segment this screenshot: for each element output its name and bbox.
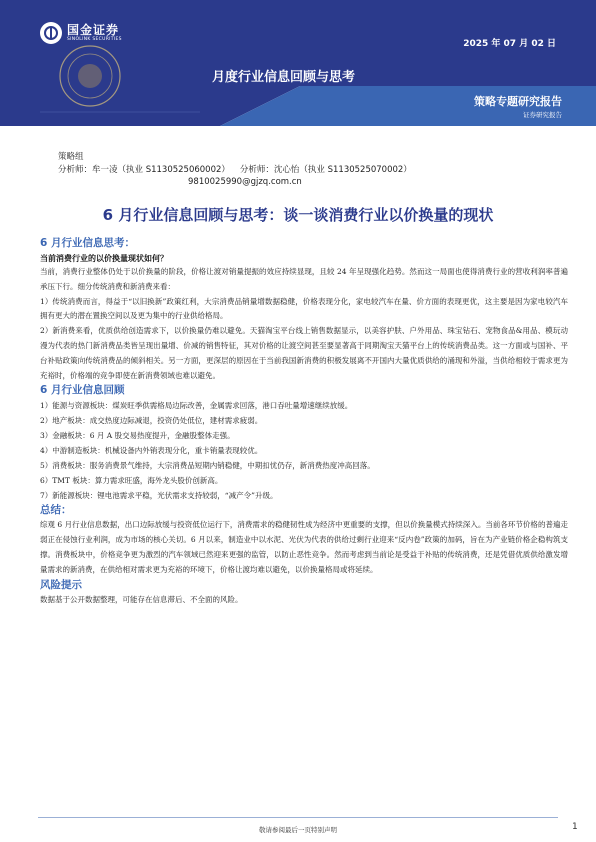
logo-emblem-icon (40, 22, 62, 44)
section-heading-thinking: 6 月行业信息思考： (40, 237, 135, 249)
logo-name-en: SINOLINK SECURITIES (67, 36, 122, 42)
list-item: 7）新能源板块：锂电池需求平稳，光伏需求支持较弱，“减产令”升级。 (40, 491, 278, 501)
report-subtype: 证券研究报告 (523, 111, 562, 119)
analyst-email[interactable]: 9810025990@gjzq.com.cn (188, 177, 302, 187)
paragraph-traditional-consumption: 1）传统消费而言，得益于“以旧换新”政策红利，大宗消费品销量增数据稳健，价格表现分化，家电较汽车在量、价方面的表现更优，这主要是因为家电较汽车拥有更大的潜在置换空间以及更为集中的行业供给格局。 (40, 296, 568, 321)
list-item: 2）地产板块：成交热度边际减退，投资仍处低位，建材需求疲弱。 (40, 416, 263, 426)
analyst-group: 策略组 (58, 152, 84, 162)
report-type: 策略专题研究报告 (474, 95, 562, 108)
paragraph-new-consumption: 2）新消费来看，优质供给创造需求下，以价换量仍难以避免。天猫淘宝平台线上销售数据显示，以美容护肤、户外用品、珠宝钻石、宠物食品&用品、模玩动漫为代表的热门新消费品类皆呈现出量增、价减的销售特征，其对价格的让渡空间甚至要显著高于同期淘宝天猫平台上的传统消费品类。这一方面或与国补、平台补贴政策向传统消费品的倾斜相关。另一方面，更深层的原因在于当前我国新消费的积极发展离不开国内大量优质供给的涌现和外溢，当供给相较于需求更为充裕时，价格端的竞争即使在新消费领域也难以避免。 (40, 326, 568, 380)
analyst-info (58, 151, 412, 189)
footer-divider (38, 817, 558, 818)
report-body (40, 236, 568, 607)
section-heading-summary: 总结： (40, 504, 72, 517)
page-number: 1 (572, 822, 578, 832)
footer-disclaimer: 敬请参阅最后一页特别声明 (259, 826, 337, 834)
section-heading-info: 6 月行业信息回顾 (40, 384, 125, 397)
report-title: 6 月行业信息回顾与思考：谈一谈消费行业以价换量的现状 (102, 206, 494, 224)
section-subheading: 当前消费行业的以价换量现状如何？ (40, 253, 168, 263)
paragraph-intro: 当前，消费行业整体仍处于以价换量的阶段，价格让渡对销量提振的效应持续显现，且较 24 年呈现强化趋势。然而这一局面也使得消费行业的营收利润率普遍承压下行。细分传统消费和新消费来看： (40, 267, 568, 291)
list-item: 6）TMT 板块：算力需求旺盛，海外龙头股价创新高。 (40, 476, 223, 486)
report-date: 2025 年 07 月 02 日 (463, 39, 556, 49)
analyst-line (58, 164, 412, 177)
list-item: 4）中游制造板块：机械设备内外销表现分化，重卡销量表现较优。 (40, 446, 263, 456)
paragraph-summary: 综观 6 月行业信息数据，出口边际放缓与投资低位运行下，消费需求的稳健韧性成为经济中更重要的支撑，但以价换量模式持续深入。当前各环节价格的普遍走弱正在侵蚀行业利润，成为市场的核心关切。6 月以来，制造业中以水泥、光伏为代表的供给过剩行业迎来“反内卷”政策的加码，旨在为产业链价格企稳构筑支撑。消费板块中，价格竞争更为激烈的汽车领域已然迎来更强的监管，以防止恶性竞争。然而考虑到当前论是受益于补贴的传统消费，还是凭借优质供给激发增量需求的新消费，在供给相对需求更为充裕的环境下，价格让渡均难以避免，以价换量格局或将延续。 (40, 520, 568, 574)
list-item: 3）金融板块：6 月 A 股交易热度提升，金融股整体走强。 (40, 431, 235, 441)
sector-list (40, 398, 568, 503)
list-item: 5）消费板块：服务消费景气维持，大宗消费品短期内销稳健，中期扣忧仍存，新消费热度冲高回落。 (40, 461, 375, 471)
logo-name-cn: 国金证券 (67, 22, 120, 37)
banner-title: 月度行业信息回顾与思考 (212, 70, 356, 85)
section-heading-risk: 风险提示 (40, 578, 82, 591)
brand-logo (40, 22, 122, 44)
analyst-1: 分析师：牟一凌（执业 S1130525060002） (58, 164, 230, 175)
list-item: 1）能源与资源板块：煤炭旺季供需格局边际改善，金属需求回落，港口吞吐量增速继续放缓。 (40, 401, 353, 411)
report-header (0, 0, 596, 126)
paragraph-risk: 数据基于公开数据整理，可能存在信息滞后、不全面的风险。 (40, 594, 243, 604)
analyst-2: 分析师：沈心怡（执业 S1130525070002） (239, 164, 412, 175)
